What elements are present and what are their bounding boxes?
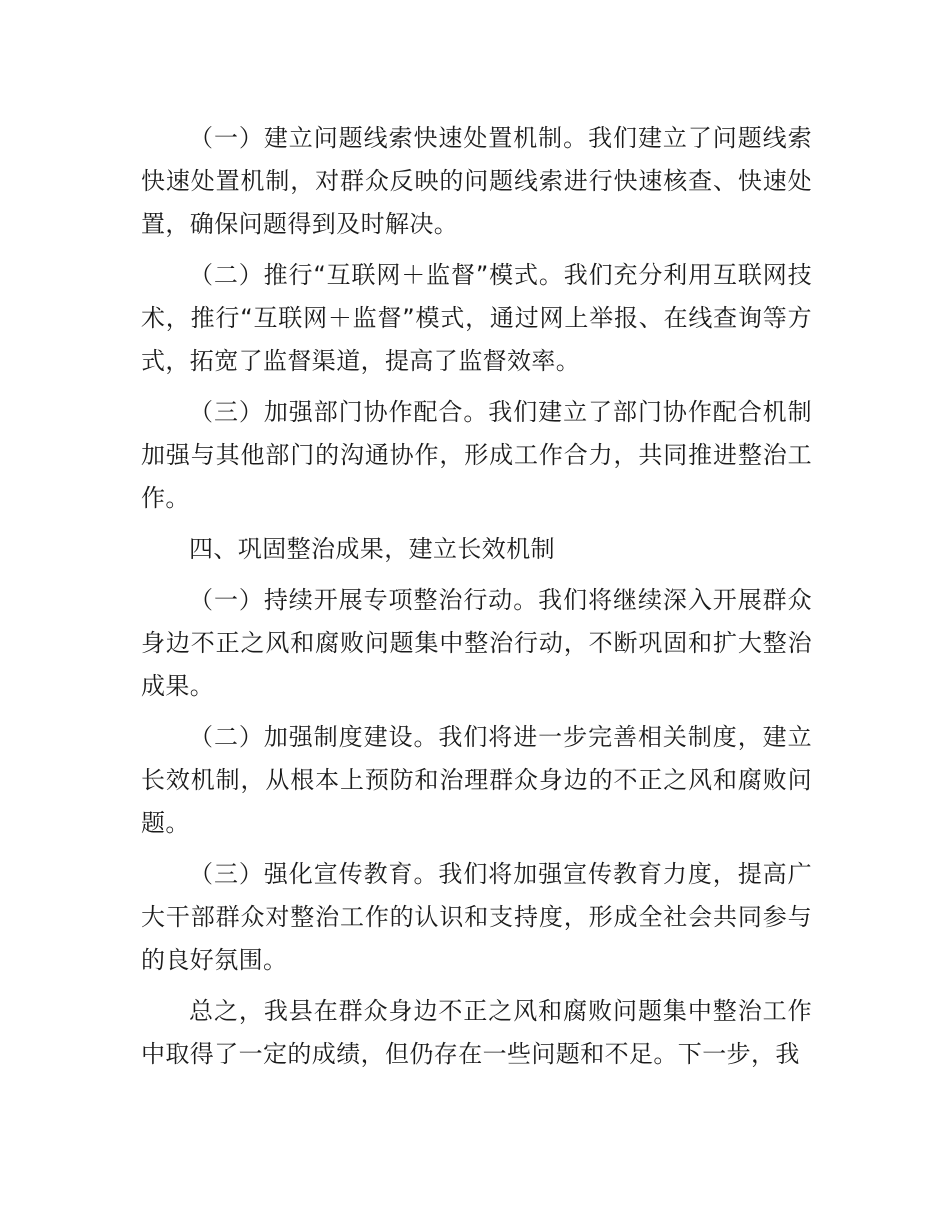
paragraph-system-building: （二）加强制度建设。我们将进一步完善相关制度，建立长效机制，从根本上预防和治理群众身边的不正之风和腐败问题。 [141,723,812,837]
section-heading-consolidate: 四、巩固整治成果，建立长效机制 [189,535,555,563]
document-body [141,117,812,1084]
paragraph-continue-rectification: （一）持续开展专项整治行动。我们将继续深入开展群众身边不正之风和腐败问题集中整治行动，不断巩固和扩大整治成果。 [141,586,812,700]
paragraph-conclusion: 总之，我县在群众身边不正之风和腐败问题集中整治工作中取得了一定的成绩，但仍存在一些问题和不足。下一步，我 [141,997,812,1068]
paragraph-publicity-education: （三）强化宣传教育。我们将加强宣传教育力度，提高广大干部群众对整治工作的认识和支持度，形成全社会共同参与的良好氛围。 [141,860,812,974]
paragraph-internet-supervision: （二）推行“互联网＋监督”模式。我们充分利用互联网技术，推行“互联网＋监督”模式，通过网上举报、在线查询等方式，拓宽了监督渠道，提高了监督效率。 [141,261,812,375]
paragraph-department-cooperation: （三）加强部门协作配合。我们建立了部门协作配合机制加强与其他部门的沟通协作，形成工作合力，共同推进整治工作。 [141,398,812,512]
paragraph-mechanism-quick-handling: （一）建立问题线索快速处置机制。我们建立了问题线索快速处置机制，对群众反映的问题线索进行快速核查、快速处置，确保问题得到及时解决。 [141,124,812,238]
